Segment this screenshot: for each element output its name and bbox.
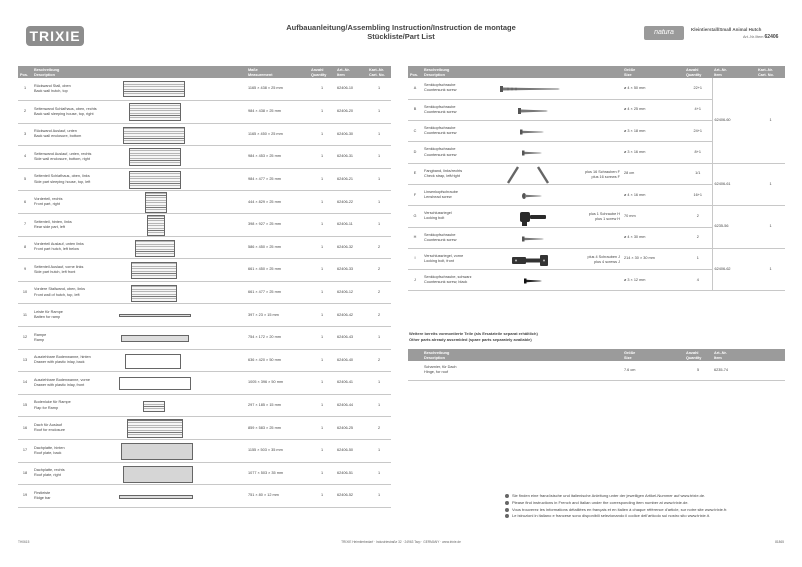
part-illustration	[115, 304, 246, 327]
part-illustration	[115, 417, 246, 440]
part-image	[131, 285, 177, 302]
part-carton: 2	[367, 281, 391, 304]
part-measurement: 984 × 477 × 25 mm	[246, 168, 309, 191]
hw-qty: 24+1	[684, 121, 712, 142]
part-row	[18, 101, 391, 124]
hw-qty: 22+1	[684, 78, 712, 99]
hw-size: 70 mm	[622, 206, 684, 227]
hw-pos: B	[408, 99, 422, 120]
hw-illustration	[482, 206, 622, 227]
part-pos: 10	[18, 281, 32, 304]
part-image	[131, 262, 177, 279]
part-carton: 1	[367, 123, 391, 146]
part-carton: 2	[367, 259, 391, 282]
part-qty: 1	[309, 259, 335, 282]
hw-illustration	[482, 142, 622, 163]
hw-size: ø 4 × 25 mm	[622, 99, 684, 120]
hw-group-carton: 1	[756, 206, 785, 249]
part-item: 62406-12	[335, 281, 367, 304]
part-image	[129, 103, 181, 121]
part-carton: 1	[367, 372, 391, 395]
natura-logo: natura	[644, 26, 684, 40]
hw-size: ø 4 × 30 mm	[622, 227, 684, 248]
part-pos: 17	[18, 440, 32, 463]
part-measurement: 636 × 420 × 50 mm	[246, 349, 309, 372]
part-qty: 1	[309, 304, 335, 327]
part-description: Vorderteil, rechts Front part, right	[32, 191, 115, 214]
part-image	[123, 127, 185, 144]
part-pos: 15	[18, 394, 32, 417]
col-pos: Pos.	[18, 66, 32, 78]
footer-right-code: 81865	[775, 540, 784, 544]
part-measurement: 444 × 829 × 25 mm	[246, 191, 309, 214]
part-pos: 5	[18, 168, 32, 191]
part-image	[123, 81, 185, 97]
screw-icon	[500, 86, 560, 92]
part-qty: 1	[309, 191, 335, 214]
part-carton: 1	[367, 327, 391, 350]
hw-group-carton: 1	[756, 78, 785, 163]
note-en: Please find instructions in French and Italian under the corresponding item number at www.trixie.de.	[505, 500, 727, 507]
hardware-table	[408, 66, 785, 291]
hw-col-pos: Pos.	[408, 66, 422, 78]
part-qty: 1	[309, 78, 335, 101]
part-measurement: 1165 × 438 × 25 mm	[246, 78, 309, 101]
col-description: Beschreibung Description	[32, 66, 246, 78]
hw-group-item: 6235-56	[712, 206, 756, 249]
screw-icon	[522, 150, 542, 156]
hw-extra-note: plus 1 Schraube H plus 1 screw H	[588, 212, 620, 222]
part-pos: 7	[18, 214, 32, 237]
part-measurement: 1077 × 503 × 35 mm	[246, 462, 309, 485]
part-carton: 1	[367, 101, 391, 124]
hw-col-item: Art.-Nr. Item	[712, 66, 756, 78]
part-qty: 1	[309, 462, 335, 485]
part-illustration	[115, 78, 246, 101]
part-image	[119, 314, 191, 317]
part-item: 62406-25	[335, 417, 367, 440]
hw-illustration	[482, 163, 622, 184]
part-image	[145, 192, 167, 213]
hw-qty: 1	[684, 248, 712, 269]
part-illustration	[115, 214, 246, 237]
part-measurement: 1165 × 450 × 25 mm	[246, 123, 309, 146]
part-image	[147, 215, 165, 236]
part-illustration	[115, 168, 246, 191]
hw-group-item: 62406-60	[712, 78, 756, 163]
col-item: Art.-Nr. Item	[335, 66, 367, 78]
part-measurement: 1005 × 396 × 50 mm	[246, 372, 309, 395]
part-row	[18, 281, 391, 304]
part-carton: 1	[367, 191, 391, 214]
part-measurement: 586 × 450 × 25 mm	[246, 236, 309, 259]
part-item: 62406-31	[335, 146, 367, 169]
part-item: 62406-51	[335, 462, 367, 485]
part-item: 62406-22	[335, 191, 367, 214]
part-illustration	[115, 101, 246, 124]
part-item: 62406-42	[335, 304, 367, 327]
hw-extra-note: plus 4 Schrauben J plus 4 screws J	[587, 254, 620, 265]
screw-icon	[520, 129, 544, 135]
black-screw-icon	[524, 278, 542, 284]
part-description: Seitenwand Auslauf, unten, rechts Side wall enclosure, bottom, right	[32, 146, 115, 169]
part-measurement: 1155 × 503 × 35 mm	[246, 440, 309, 463]
hw-qty: 4	[684, 270, 712, 291]
part-illustration	[115, 281, 246, 304]
part-pos: 4	[18, 146, 32, 169]
part-measurement: 859 × 583 × 25 mm	[246, 417, 309, 440]
part-description: Seitenteil Auslauf, vorne links Side part hutch, left front	[32, 259, 115, 282]
part-illustration	[115, 440, 246, 463]
hw-description: Senkkopfschraube, schwarz Countersunk screw, black	[422, 270, 482, 291]
part-qty: 1	[309, 349, 335, 372]
hw-pos: G	[408, 206, 422, 227]
hw-description: Verschlussriegel Locking bolt	[422, 206, 482, 227]
hw-col-size: Größe Size	[622, 66, 684, 78]
part-image	[121, 443, 193, 460]
hw-qty: 1/1	[684, 163, 712, 184]
product-name: Kleintierstall/Small Animal Hutch	[691, 27, 762, 32]
hw-description: Senkkopfschraube Countersunk screw	[422, 121, 482, 142]
part-carton: 1	[367, 168, 391, 191]
part-qty: 1	[309, 101, 335, 124]
part-description: Rückwand Auslauf, unten Back wall enclosure, bottom	[32, 123, 115, 146]
part-description: Seitenteil, hinten, links Rear side part, left	[32, 214, 115, 237]
language-notes	[505, 493, 727, 520]
part-pos: 2	[18, 101, 32, 124]
part-row	[18, 191, 391, 214]
hw-col-quantity: Anzahl Quantity	[684, 66, 712, 78]
part-qty: 1	[309, 327, 335, 350]
hw-size: ø 4 × 50 mm	[622, 78, 684, 99]
part-row	[18, 327, 391, 350]
hw-description: Senkkopfschraube Countersunk screw	[422, 78, 482, 99]
part-description: Bodenluke für Rampe Flap for Ramp	[32, 394, 115, 417]
hw-pos: I	[408, 248, 422, 269]
hw-pos: D	[408, 142, 422, 163]
spare-col-description: Beschreibung Description	[422, 349, 622, 361]
part-image	[135, 240, 175, 257]
spare-size: 7.6 cm	[622, 361, 684, 380]
part-illustration	[115, 349, 246, 372]
hw-size: ø 3 × 12 mm	[622, 270, 684, 291]
part-description: Rückwand Stall, oben Back wall hutch, top	[32, 78, 115, 101]
hw-pos: H	[408, 227, 422, 248]
article-number-label: Art.-Nr./Item	[743, 35, 764, 39]
hardware-row	[408, 78, 785, 99]
part-item: 62406-11	[335, 214, 367, 237]
part-row	[18, 417, 391, 440]
part-illustration	[115, 146, 246, 169]
part-illustration	[115, 259, 246, 282]
part-pos: 3	[18, 123, 32, 146]
spare-row-hinge	[408, 361, 785, 380]
part-illustration	[115, 123, 246, 146]
hw-group-item: 62406-62	[712, 248, 756, 291]
part-item: 62406-50	[335, 440, 367, 463]
part-item: 62406-43	[335, 327, 367, 350]
hw-qty: 2	[684, 206, 712, 227]
part-illustration	[115, 327, 246, 350]
hw-qty: 16+1	[684, 184, 712, 205]
part-qty: 1	[309, 123, 335, 146]
hw-description: Linsenkopfschraube Lenshead screw	[422, 184, 482, 205]
part-carton: 2	[367, 304, 391, 327]
note-fr: Vous trouverez les informations détaillées en français et en italien à chaque référence d'article, sur notre site www.trixie.fr.	[505, 507, 727, 514]
hw-col-carton: Kart.-Nr. Cart. No.	[756, 66, 785, 78]
hw-illustration	[482, 248, 622, 269]
part-carton: 1	[367, 485, 391, 508]
part-image	[119, 377, 191, 390]
part-item: 62406-41	[335, 372, 367, 395]
hardware-row	[408, 206, 785, 227]
part-illustration	[115, 394, 246, 417]
hw-size: 214 × 30 × 30 mm	[622, 248, 684, 269]
spare-note-en: Other parts already assembled (spare parts separately available)	[409, 336, 532, 342]
part-qty: 1	[309, 485, 335, 508]
hw-illustration	[482, 121, 622, 142]
hw-description: Fangband, links/rechts Check strap, left/right	[422, 163, 482, 184]
spare-note-de: Weitere bereits vormontierte Teile (als Ersatzteile separat erhältlich)	[409, 331, 538, 336]
part-item: 62406-44	[335, 394, 367, 417]
flag-it-icon	[505, 514, 509, 518]
part-pos: 13	[18, 349, 32, 372]
part-row	[18, 146, 391, 169]
part-pos: 12	[18, 327, 32, 350]
flag-de-icon	[505, 494, 509, 498]
part-item: 62406-20	[335, 101, 367, 124]
part-pos: 9	[18, 259, 32, 282]
part-description: Dachplatte, rechts Roof plate, right	[32, 462, 115, 485]
hw-qty: 8+1	[684, 142, 712, 163]
note-de: Sie finden eine französische und italienische Anleitung unter der jeweiligen Artikel-Nummer auf www.trixie.de.	[505, 493, 727, 500]
part-item: 62406-33	[335, 259, 367, 282]
hw-illustration	[482, 270, 622, 291]
hw-pos: C	[408, 121, 422, 142]
spare-col-quantity: Anzahl Quantity	[684, 349, 712, 361]
page-title: Aufbauanleitung/Assembling Instruction/Instruction de montage	[286, 23, 516, 32]
note-it: Le istruzioni in italiano e francese sono disponibili selezionando il codice dell'articolo sul nostro sito www.trixie.it.	[505, 513, 727, 520]
hw-description: Senkkopfschraube Countersunk screw	[422, 142, 482, 163]
part-carton: 2	[367, 236, 391, 259]
hw-qty: 2	[684, 227, 712, 248]
part-image	[127, 419, 183, 438]
footer-address: TRIXIE Heimtierbedarf · Industriestraße 32 · 24963 Tarp · GERMANY · www.trixie.de	[341, 540, 461, 544]
col-quantity: Anzahl Quantity	[309, 66, 335, 78]
part-pos: 19	[18, 485, 32, 508]
part-qty: 1	[309, 394, 335, 417]
part-measurement: 984 × 438 × 25 mm	[246, 101, 309, 124]
part-qty: 1	[309, 372, 335, 395]
hw-group-carton: 1	[756, 248, 785, 291]
part-qty: 1	[309, 214, 335, 237]
spare-description: Scharnier, für Dach Hinge, for roof	[422, 361, 622, 380]
part-item: 62406-52	[335, 485, 367, 508]
part-row	[18, 236, 391, 259]
part-image	[119, 495, 193, 499]
part-carton: 1	[367, 214, 391, 237]
part-measurement: 984 × 453 × 25 mm	[246, 146, 309, 169]
front-locking-bolt-icon	[510, 251, 550, 269]
part-illustration	[115, 372, 246, 395]
part-description: Ausziehbare Bodenwanne, hinten Drawer with plastic inlay, back	[32, 349, 115, 372]
hw-pos: J	[408, 270, 422, 291]
part-pos: 16	[18, 417, 32, 440]
part-description: Rampe Ramp	[32, 327, 115, 350]
part-item: 62406-40	[335, 349, 367, 372]
part-pos: 18	[18, 462, 32, 485]
hw-pos: F	[408, 184, 422, 205]
part-measurement: 397 × 23 × 15 mm	[246, 304, 309, 327]
screw-icon	[522, 236, 544, 242]
part-measurement: 398 × 927 × 25 mm	[246, 214, 309, 237]
screw-icon	[518, 108, 548, 114]
part-row	[18, 462, 391, 485]
part-description: Seitenwand Schlafhaus, oben, rechts Back wall sleeping house, top, right	[32, 101, 115, 124]
part-pos: 1	[18, 78, 32, 101]
hw-qty: 4+1	[684, 99, 712, 120]
part-carton: 1	[367, 78, 391, 101]
parts-table	[18, 66, 391, 508]
part-image	[129, 171, 181, 189]
part-image	[123, 466, 193, 483]
hw-illustration	[482, 184, 622, 205]
part-description: Vorderteil Auslauf, unten links Front part hutch, left below	[32, 236, 115, 259]
hw-group-carton: 1	[756, 163, 785, 206]
part-carton: 2	[367, 349, 391, 372]
part-pos: 14	[18, 372, 32, 395]
col-measurement: Maße Measurement	[246, 66, 309, 78]
trixie-logo: TRIXIE	[26, 26, 84, 46]
part-qty: 1	[309, 236, 335, 259]
hw-pos: E	[408, 163, 422, 184]
part-description: Dach für Auslauf Roof for enclosure	[32, 417, 115, 440]
part-item: 62406-32	[335, 236, 367, 259]
spare-table-header	[408, 349, 785, 361]
parts-table-header	[18, 66, 391, 78]
col-carton: Kart.-Nr. Cart. No.	[367, 66, 391, 78]
part-row	[18, 349, 391, 372]
hw-size: ø 3 × 16 mm	[622, 142, 684, 163]
hw-description: Senkkopfschraube Countersunk screw	[422, 99, 482, 120]
part-description: Ausziehbare Bodenwanne, vorne Drawer with plastic inlay, front	[32, 372, 115, 395]
hw-size: ø 3 × 18 mm	[622, 121, 684, 142]
spare-item: 6235-74	[712, 361, 785, 380]
part-description: Vordere Stallwand, oben, links Front wall of hutch, top, left	[32, 281, 115, 304]
flag-gb-icon	[505, 501, 509, 505]
hw-col-description: Beschreibung Description	[422, 66, 622, 78]
part-image	[129, 148, 181, 166]
part-row	[18, 168, 391, 191]
hardware-table-header	[408, 66, 785, 78]
part-carton: 2	[367, 417, 391, 440]
page-subtitle: Stückliste/Part List	[367, 32, 435, 41]
footer-left-code: TH0615	[18, 540, 30, 544]
part-carton: 1	[367, 146, 391, 169]
hardware-row	[408, 163, 785, 184]
part-qty: 1	[309, 146, 335, 169]
part-measurement: 751 × 80 × 12 mm	[246, 485, 309, 508]
article-number-value: 62406	[764, 34, 779, 40]
part-row	[18, 440, 391, 463]
part-qty: 1	[309, 281, 335, 304]
part-image	[121, 335, 189, 342]
part-measurement: 661 × 477 × 25 mm	[246, 281, 309, 304]
part-row	[18, 259, 391, 282]
part-carton: 1	[367, 462, 391, 485]
spare-parts-note	[409, 331, 538, 342]
hw-extra-note: plus 16 Schrauben F plus 16 screws F	[584, 169, 620, 179]
hw-illustration	[482, 78, 622, 99]
locking-bolt-icon	[518, 208, 548, 226]
part-illustration	[115, 485, 246, 508]
part-row	[18, 304, 391, 327]
part-row	[18, 123, 391, 146]
part-pos: 6	[18, 191, 32, 214]
hw-size: ø 4 × 16 mm	[622, 184, 684, 205]
part-pos: 8	[18, 236, 32, 259]
hw-description: Senkkopfschraube Countersunk screw	[422, 227, 482, 248]
part-measurement: 754 × 172 × 20 mm	[246, 327, 309, 350]
hardware-row	[408, 248, 785, 269]
hw-pos: A	[408, 78, 422, 99]
check-strap-icon	[506, 165, 550, 185]
article-number	[743, 34, 778, 40]
part-carton: 1	[367, 440, 391, 463]
part-measurement: 661 × 450 × 25 mm	[246, 259, 309, 282]
part-row	[18, 372, 391, 395]
hw-illustration	[482, 227, 622, 248]
hw-illustration	[482, 99, 622, 120]
part-description: Dachplatte, hinten Roof plate, back	[32, 440, 115, 463]
part-measurement: 297 × 185 × 15 mm	[246, 394, 309, 417]
part-illustration	[115, 191, 246, 214]
spare-col-size: Größe Size	[622, 349, 684, 361]
hw-group-item: 62406-61	[712, 163, 756, 206]
spare-col-item: Art.-Nr. Item	[712, 349, 785, 361]
part-qty: 1	[309, 440, 335, 463]
hw-description: Verschlussriegel, vorne Locking bolt, front	[422, 248, 482, 269]
part-pos: 11	[18, 304, 32, 327]
spare-qty: 5	[684, 361, 712, 380]
page-footer	[18, 540, 784, 548]
part-item: 62406-30	[335, 123, 367, 146]
part-illustration	[115, 462, 246, 485]
part-description: Leiste für Rampe Batten for ramp	[32, 304, 115, 327]
part-image	[125, 354, 181, 369]
page-header	[8, 24, 794, 48]
part-row	[18, 214, 391, 237]
part-qty: 1	[309, 168, 335, 191]
part-image	[143, 401, 165, 412]
flag-fr-icon	[505, 508, 509, 512]
part-illustration	[115, 236, 246, 259]
lenshead-screw-icon	[522, 193, 542, 199]
part-description: Firstleiste Ridge bar	[32, 485, 115, 508]
part-description: Seitenteil Schlafhaus, oben, links Side part sleeping house, top, left	[32, 168, 115, 191]
part-row	[18, 394, 391, 417]
part-row	[18, 78, 391, 101]
part-qty: 1	[309, 417, 335, 440]
part-item: 62406-21	[335, 168, 367, 191]
part-carton: 1	[367, 394, 391, 417]
hw-size: 28 cm	[622, 163, 684, 184]
part-item: 62406-10	[335, 78, 367, 101]
part-row	[18, 485, 391, 508]
spare-parts-table	[408, 349, 785, 381]
